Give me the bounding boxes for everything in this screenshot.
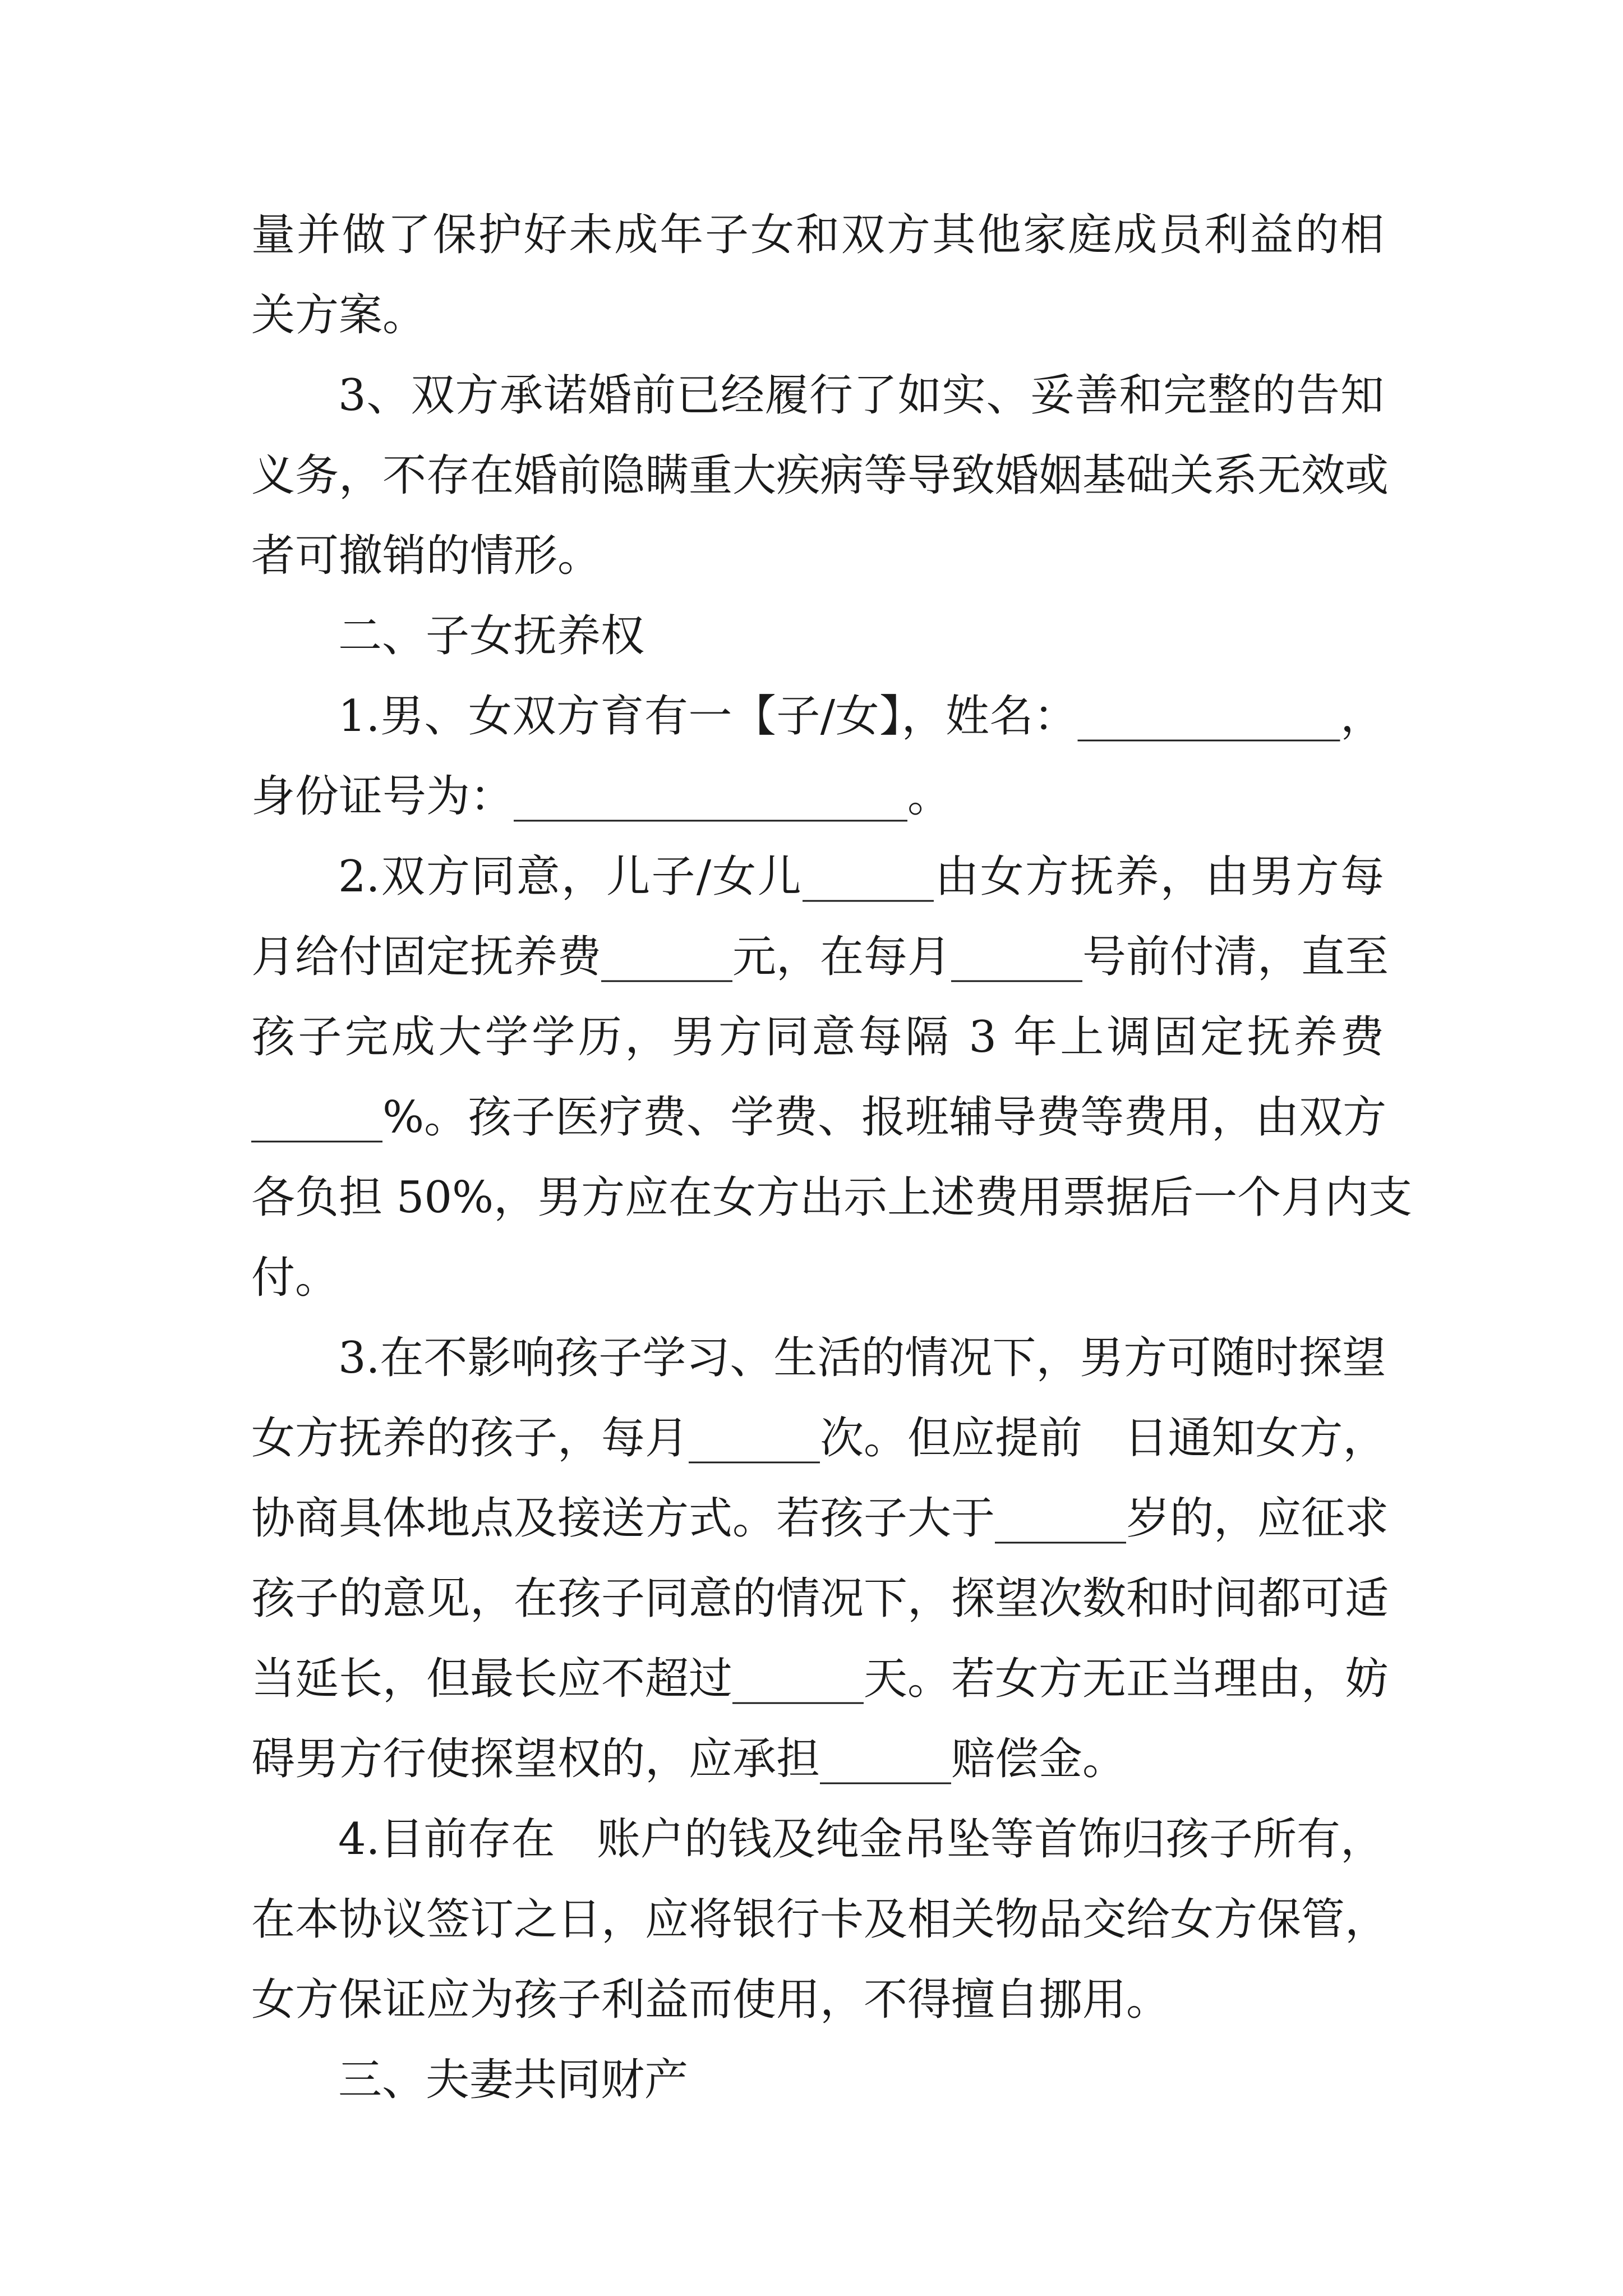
text-line: 碍男方行使探望权的，应承担______赔偿金。	[251, 1734, 1127, 1784]
text-line: 协商具体地点及接送方式。若孩子大于______岁的，应征求	[251, 1493, 1389, 1544]
text-line: 当延长，但最长应不超过______天。若女方无正当理由，妨	[251, 1654, 1389, 1704]
text-line: 3、双方承诺婚前已经履行了如实、妥善和完整的告知	[338, 370, 1384, 421]
section-heading: 二、子女抚养权	[338, 611, 645, 661]
text-line: 付。	[251, 1253, 339, 1303]
text-line: 义务，不存在婚前隐瞒重大疾病等导致婚姻基础关系无效或	[251, 450, 1389, 501]
text-line: ______%。孩子医疗费、学费、报班辅导费等费用，由双方	[251, 1092, 1387, 1143]
text-line: 3.在不影响孩子学习、生活的情况下，男方可随时探望	[338, 1333, 1386, 1383]
text-line: 各负担 50%，男方应在女方出示上述费用票据后一个月内支	[251, 1172, 1413, 1223]
text-line: 关方案。	[251, 290, 427, 341]
section-heading: 三、夫妻共同财产	[338, 2055, 689, 2105]
text-line: 在本协议签订之日，应将银行卡及相关物品交给女方保管，	[251, 1894, 1389, 1945]
text-line: 孩子的意见，在孩子同意的情况下，探望次数和时间都可适	[251, 1573, 1389, 1624]
text-line: 女方抚养的孩子，每月______次。但应提前 日通知女方，	[251, 1413, 1387, 1464]
text-line: 女方保证应为孩子利益而使用，不得擅自挪用。	[251, 1975, 1170, 2025]
text-line: 孩子完成大学学历，男方同意每隔 3 年上调固定抚养费	[251, 1012, 1384, 1062]
text-line: 量并做了保护好未成年子女和双方其他家庭成员利益的相	[251, 210, 1384, 260]
text-line: 身份证号为：__________________。	[251, 771, 952, 822]
text-line: 月给付固定抚养费______元，在每月______号前付清，直至	[251, 932, 1389, 982]
text-line: 者可撤销的情形。	[251, 531, 602, 581]
text-line: 2.双方同意，儿子/女儿______由女方抚养，由男方每	[338, 852, 1384, 902]
text-line: 4.目前存在 账户的钱及纯金吊坠等首饰归孩子所有，	[338, 1814, 1384, 1865]
text-line: 1.男、女双方育有一【子/女】，姓名：____________，	[338, 691, 1384, 742]
